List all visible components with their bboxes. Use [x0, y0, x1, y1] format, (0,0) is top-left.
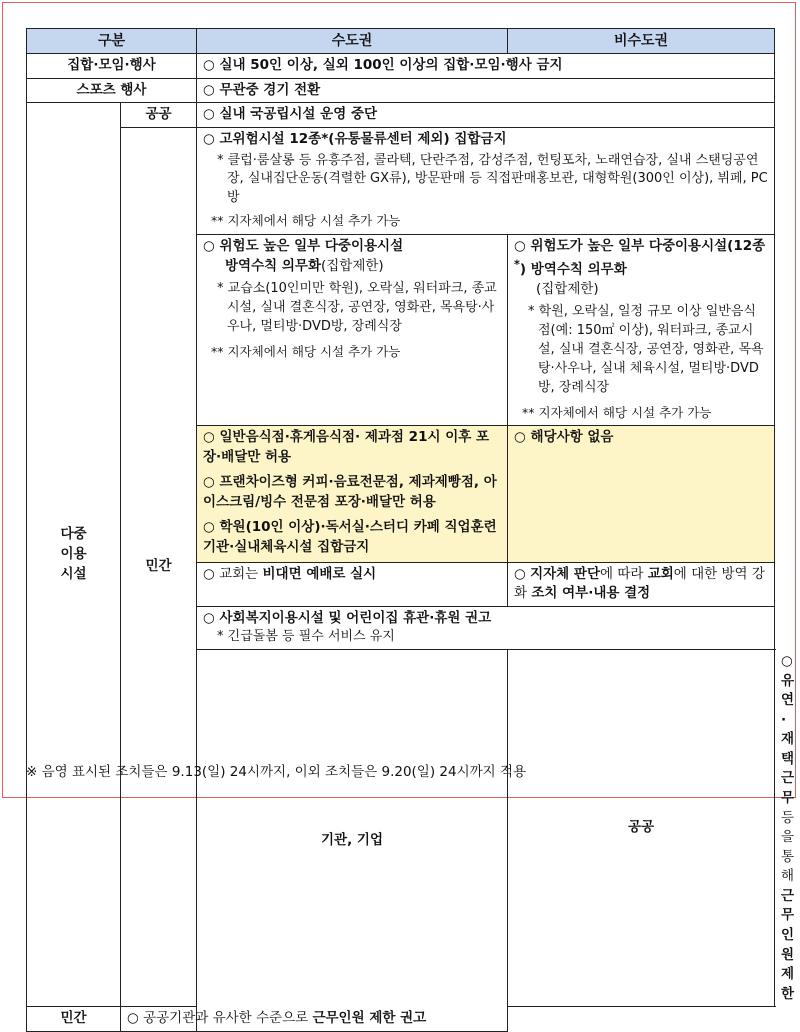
nonmetro-extra-text: 해당사항 없음 — [530, 429, 614, 446]
metro-extra-item — [203, 518, 501, 557]
star-mark: * — [217, 629, 224, 645]
metro-partial-title-b: 방역수칙 의무화 — [225, 257, 321, 274]
circle-bullet: ○ — [203, 130, 215, 147]
metro-partial-title-a: 위험도 높은 일부 다중이용시설 — [219, 238, 404, 255]
church-nonmetro-e: 조치 여부·내용 결정 — [531, 585, 651, 602]
row-gathering — [27, 54, 775, 79]
high-risk-detail — [217, 152, 768, 209]
circle-bullet: ○ — [203, 519, 215, 536]
cell-nonmetro-partial — [508, 235, 775, 426]
cell-welfare — [197, 606, 775, 649]
circle-bullet: ○ — [514, 429, 526, 446]
nonmetro-partial-title-a: 위험도가 높은 일부 다중이용시설(12종 — [530, 238, 766, 255]
label-gathering: 집합·모임·행사 — [27, 54, 197, 79]
metro-partial-title — [203, 237, 501, 257]
facilities-public-text: 실내 국공립시설 운영 중단 — [219, 106, 378, 123]
label-facilities-3: 시설 — [60, 565, 87, 582]
nonmetro-partial-detail — [528, 303, 768, 397]
inst-public-b: 등을 통해 — [781, 809, 795, 885]
nonmetro-partial-title-c: (집합제한) — [536, 280, 599, 297]
label-institutions-private: 민간 — [27, 1007, 121, 1032]
footer-note: ※ 음영 표시된 조치들은 9.13(일) 24시까지, 이외 조치들은 9.20(일) 24시까지 적용 — [26, 764, 527, 780]
dstar-mark: ** — [522, 404, 535, 420]
metro-partial-note-text: 지자체에서 해당 시설 추가 가능 — [227, 343, 401, 359]
label-facilities-public: 공공 — [121, 103, 197, 128]
welfare-text-body: 사회복지이용시설 및 어린이집 휴관·휴원 권고 — [219, 609, 492, 626]
star-mark: * — [217, 281, 224, 297]
row-sports — [27, 78, 775, 103]
nonmetro-partial-detail-text: 학원, 오락실, 일정 규모 이상 일반음식점(예: 150㎡ 이상), 워터파크, 종교시설, 실내 결혼식장, 공연장, 영화관, 목욕탕·사우나, 실내 체육시설, 멀티방·DVD방, 장례식장 — [538, 304, 764, 395]
circle-bullet: ○ — [203, 57, 215, 74]
sports-text: 무관중 경기 전환 — [219, 81, 321, 98]
star-mark: * — [528, 304, 535, 320]
label-institutions-public: 공공 — [508, 650, 775, 1007]
metro-extra-item — [203, 428, 501, 467]
nonmetro-partial-note-text: 지자체에서 해당 시설 추가 가능 — [538, 404, 712, 420]
nonmetro-partial-title — [514, 237, 768, 280]
cell-church-nonmetro — [508, 562, 775, 606]
circle-bullet: ○ — [203, 609, 215, 626]
cell-metro-extra — [197, 426, 508, 562]
label-facilities-1: 다중 — [60, 526, 87, 543]
metro-partial-title-c: (집합제한) — [321, 257, 384, 274]
cell-church-metro — [197, 562, 508, 606]
welfare-text — [203, 609, 768, 629]
row-high-risk — [27, 127, 775, 234]
circle-bullet: ○ — [203, 474, 215, 491]
circle-bullet: ○ — [514, 238, 526, 255]
header-metro: 수도권 — [197, 29, 508, 54]
circle-bullet: ○ — [127, 1010, 139, 1027]
cell-institutions-private — [121, 1007, 508, 1032]
high-risk-title-text: 고위험시설 12종*(유통물류센터 제외) 집합금지 — [219, 130, 507, 147]
church-nonmetro-a: 지자체 판단 — [530, 565, 600, 582]
inst-private-b: 근무인원 제한 권고 — [312, 1010, 427, 1027]
label-sports: 스포츠 행사 — [27, 78, 197, 103]
cell-metro-partial — [197, 235, 508, 426]
metro-extra-text: 학원(10인 이상)·독서실·스터디 카페 직업훈련기관·실내체육시설 집합금지 — [203, 519, 497, 556]
label-facilities-2: 이용 — [60, 546, 87, 563]
text-sports — [197, 78, 775, 103]
church-nonmetro-b: 에 따라 — [599, 565, 648, 582]
high-risk-title — [203, 130, 768, 150]
nonmetro-partial-note — [522, 404, 768, 422]
circle-bullet: ○ — [203, 429, 215, 446]
high-risk-note-text: 지자체에서 해당 시설 추가 가능 — [227, 213, 401, 229]
gathering-text: 실내 50인 이상, 실외 100인 이상의 집합·모임·행사 금지 — [219, 57, 563, 74]
high-risk-note — [211, 212, 768, 230]
circle-bullet: ○ — [781, 653, 793, 670]
cell-high-risk — [197, 127, 775, 234]
metro-partial-title-line2 — [203, 257, 501, 277]
inst-private-a: 공공기관과 유사한 수준으로 — [143, 1010, 313, 1027]
nonmetro-partial-title-b: ) 방역수칙 의무화 — [519, 261, 627, 278]
star-mark: * — [514, 257, 520, 271]
label-facilities-private: 민간 — [121, 127, 197, 1006]
dstar-mark: ** — [211, 343, 224, 359]
welfare-note — [217, 628, 768, 647]
metro-partial-detail-text: 교습소(10인미만 학원), 오락실, 워터파크, 종교시설, 실내 결혼식장, 공연장, 영화관, 목욕탕·사우나, 멀티방·DVD방, 장례식장 — [227, 281, 497, 335]
circle-bullet: ○ — [514, 565, 526, 582]
welfare-note-text: 긴급돌봄 등 필수 서비스 유지 — [227, 629, 395, 645]
circle-bullet: ○ — [203, 81, 215, 98]
metro-partial-detail — [217, 280, 501, 337]
church-nonmetro-d: 에 대한 방역 강화 — [514, 565, 765, 602]
dstar-mark: ** — [211, 213, 224, 229]
metro-extra-item — [203, 473, 501, 512]
star-mark: * — [217, 152, 224, 168]
inst-public-a: 유연·재택근무 — [781, 672, 795, 807]
measures-table — [26, 28, 795, 1032]
label-institutions: 기관, 기업 — [197, 650, 508, 1032]
metro-partial-note — [211, 343, 501, 361]
cell-nonmetro-extra — [508, 426, 775, 562]
church-nonmetro-c: 교회 — [647, 565, 674, 582]
header-category: 구분 — [27, 29, 197, 54]
text-gathering — [197, 54, 775, 79]
metro-extra-text: 프랜차이즈형 커피·음료전문점, 제과제빵점, 아이스크림/빙수 전문점 포장·배달만 허용 — [203, 474, 497, 510]
circle-bullet: ○ — [203, 106, 215, 123]
header-nonmetro: 비수도권 — [508, 29, 775, 54]
table-header-row — [27, 29, 775, 54]
church-metro-b: 비대면 예배로 실시 — [262, 565, 377, 582]
label-facilities — [27, 103, 121, 1007]
circle-bullet: ○ — [203, 565, 215, 582]
metro-extra-text: 일반음식점·휴게음식점· 제과점 21시 이후 포장·배달만 허용 — [203, 429, 490, 465]
circle-bullet: ○ — [203, 238, 215, 255]
text-facilities-public — [197, 103, 775, 128]
high-risk-detail-text: 클럽·룸살롱 등 유흥주점, 콜라텍, 단란주점, 감성주점, 헌팅포차, 노래연습장, 실내 스탠딩공연장, 실내집단운동(격렬한 GX류), 방문판매 등 직접판매홍보관, 대형학원(300인 이상), 뷔페, PC방 — [227, 152, 768, 206]
row-facilities-public — [27, 103, 775, 128]
church-metro-a: 교회는 — [219, 565, 263, 582]
inst-public-c: 근무인원 제한 — [781, 887, 795, 1002]
row-institutions-private — [27, 1007, 775, 1032]
